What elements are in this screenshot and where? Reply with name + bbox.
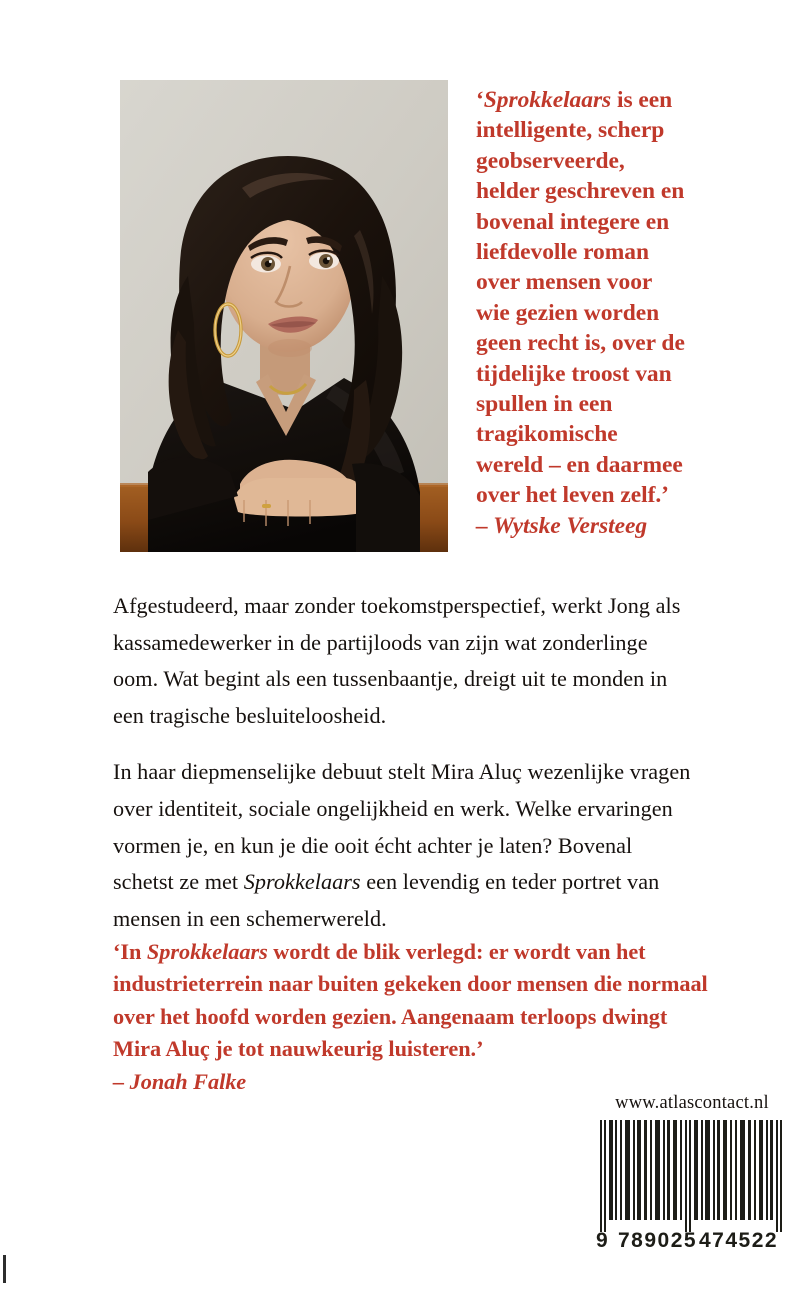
blurb-paragraph-1: Afgestudeerd, maar zonder toekomstperspectief, werkt Jong als kassamedewerker in de partijloods van zijn wat zonderlinge oom. Wat begint als een tussenbaantje, dreigt uit te monden in een tragische besluiteloosheid. <box>113 593 681 728</box>
lower-quote <box>113 936 713 1098</box>
pull-quote <box>476 85 690 541</box>
pull-quote-open-mark: ‘ <box>476 87 484 113</box>
pull-quote-attribution: – Wytske Versteeg <box>476 512 648 539</box>
lower-quote-book-title: Sprokkelaars <box>146 939 268 964</box>
blurb-book-title: Sprokkelaars <box>243 869 361 895</box>
lower-quote-text: wordt de blik verlegd: er wordt van het industrieterrein naar buiten gekeken door mensen die normaal over het hoofd worden gezien. Aangenaam terloops dwingt Mira Aluç je tot nauwkeurig luisteren.’ <box>113 939 708 1062</box>
isbn-barcode <box>596 1118 788 1250</box>
crop-mark <box>3 1255 6 1283</box>
lower-quote-attribution: – Jonah Falke <box>113 1068 247 1094</box>
footer-block <box>594 1092 790 1250</box>
blurb-paragraph-2-part1: In haar diepmenselijke debuut stelt Mira Aluç wezenlijke vragen over identiteit, sociale ongelijkheid en werk. Welke ervaringen vormen je, en kun je die ooit écht achter je laten? Bovenal schetst ze met <box>113 759 691 895</box>
pull-quote-text: is een intelligente, scherp geobserveerde, helder geschreven en bovenal integere en liefdevolle roman over mensen voor wie gezien worden geen recht is, over de tijdelijke troost van spullen in een tragikomische wereld – en daarmee over het leven zelf.’ <box>476 87 685 509</box>
svg-text:474522: 474522 <box>699 1229 779 1250</box>
blurb-paragraph-2-part2: een levendig en teder portret van mensen in een schemerwereld. <box>113 869 660 931</box>
top-block <box>0 0 800 572</box>
svg-text:789025: 789025 <box>618 1229 698 1250</box>
blurb-text <box>113 588 697 953</box>
svg-text:9: 9 <box>596 1229 610 1250</box>
pull-quote-book-title: Sprokkelaars <box>483 87 612 113</box>
author-photo <box>120 80 448 552</box>
publisher-url[interactable]: www.atlascontact.nl <box>615 1093 769 1113</box>
blurb-paragraph-2 <box>113 754 697 937</box>
lower-quote-open-mark: ‘In <box>113 939 147 964</box>
